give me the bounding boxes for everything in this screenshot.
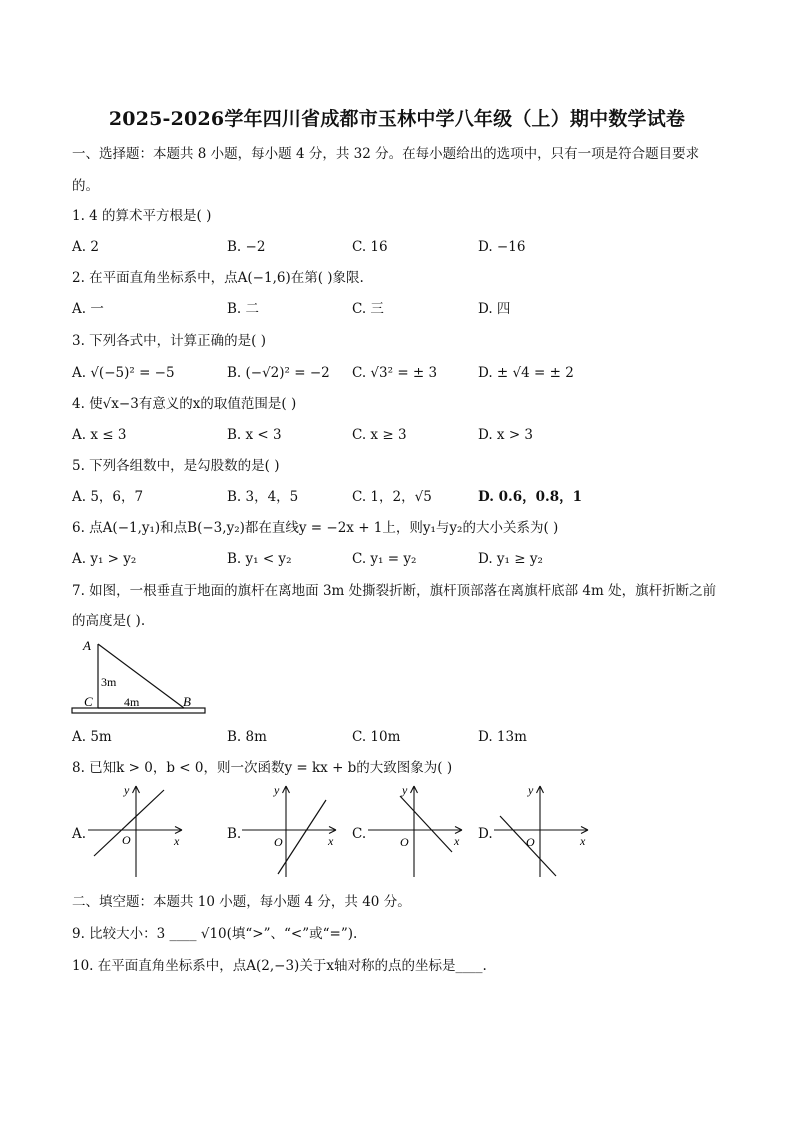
q4-option-c: C. x ≥ 3	[352, 427, 407, 443]
q3-option-a: A. √(−5)² = −5	[72, 365, 175, 381]
label-4m: 4m	[124, 695, 140, 709]
q3-option-c: C. √3² = ± 3	[352, 365, 438, 381]
x-axis-label: x	[580, 834, 586, 848]
q6-option-c: C. y₁ = y₂	[352, 551, 417, 567]
x-axis-label: x	[454, 834, 460, 848]
x-axis-label: x	[174, 834, 180, 848]
question-1-stem: 1. 4 的算术平方根是( )	[72, 208, 212, 224]
q6-option-b: B. y₁ < y₂	[227, 551, 292, 567]
q7-option-d: D. 13m	[478, 729, 527, 745]
q8-graph-b	[240, 782, 342, 880]
q4-option-a: A. x ≤ 3	[72, 427, 127, 443]
y-axis-label: y	[274, 783, 280, 797]
question-4-stem: 4. 使√x−3有意义的x的取值范围是( )	[72, 396, 297, 412]
q5-option-c: C. 1，2，√5	[352, 489, 432, 505]
q7-option-b: B. 8m	[227, 729, 267, 745]
q1-option-b: B. −2	[227, 239, 266, 255]
question-7-stem-cont: 的高度是( ).	[72, 613, 146, 629]
origin-label: O	[274, 835, 283, 849]
label-3m: 3m	[101, 675, 117, 689]
q4-option-b: B. x < 3	[227, 427, 282, 443]
page-title: 2025-2026学年四川省成都市玉林中学八年级（上）期中数学试卷	[108, 108, 686, 130]
origin-label: O	[526, 835, 535, 849]
label-c: C	[84, 694, 93, 709]
y-axis-label: y	[402, 783, 408, 797]
q1-option-d: D. −16	[478, 239, 526, 255]
y-axis-label: y	[124, 783, 130, 797]
origin-label: O	[400, 835, 409, 849]
q5-option-d: D. 0.6，0.8，1	[478, 489, 582, 505]
q8-option-a: A.	[72, 826, 87, 842]
q3-option-d: D. ± √4 = ± 2	[478, 365, 574, 381]
origin-label: O	[122, 833, 131, 847]
q8-option-c: C.	[352, 826, 367, 842]
label-a: A	[83, 638, 91, 653]
question-3-stem: 3. 下列各式中，计算正确的是( )	[72, 333, 266, 349]
line-b	[278, 800, 326, 874]
x-axis-label: x	[328, 834, 334, 848]
q7-option-a: A. 5m	[72, 729, 112, 745]
section1-heading: 一、选择题：本题共 8 小题，每小题 4 分，共 32 分。在每小题给出的选项中，只有一项是符合题目要求	[72, 146, 700, 162]
label-b: B	[183, 694, 191, 709]
q1-option-a: A. 2	[72, 239, 99, 255]
q2-option-b: B. 二	[227, 301, 260, 317]
q2-option-d: D. 四	[478, 301, 511, 317]
q4-option-d: D. x > 3	[478, 427, 534, 443]
q2-option-c: C. 三	[352, 301, 384, 317]
question-8-stem: 8. 已知k > 0，b < 0，则一次函数y = kx + b的大致图象为( )	[72, 760, 453, 776]
question-10-stem: 10. 在平面直角坐标系中，点A(2,−3)关于x轴对称的点的坐标是____.	[72, 958, 487, 974]
q6-option-d: D. y₁ ≥ y₂	[478, 551, 543, 567]
section1-heading-cont: 的。	[72, 178, 99, 194]
q5-option-a: A. 5，6，7	[72, 489, 144, 505]
q2-option-a: A. 一	[72, 301, 104, 317]
y-axis-label: y	[528, 783, 534, 797]
question-6-stem: 6. 点A(−1,y₁)和点B(−3,y₂)都在直线y = −2x + 1上，则y₁与y₂的大小关系为( )	[72, 520, 559, 536]
flagpole-triangle-figure	[70, 636, 210, 720]
q5-option-b: B. 3，4，5	[227, 489, 299, 505]
q3-option-b: B. (−√2)² = −2	[227, 365, 330, 381]
q7-option-c: C. 10m	[352, 729, 401, 745]
q8-graph-d	[492, 782, 594, 880]
question-2-stem: 2. 在平面直角坐标系中，点A(−1,6)在第( )象限.	[72, 270, 364, 286]
question-7-stem: 7. 如图，一根垂直于地面的旗杆在离地面 3m 处撕裂折断，旗杆顶部落在离旗杆底部 4m 处，旗杆折断之前	[72, 583, 717, 599]
question-9-stem: 9. 比较大小：3 ____ √10(填“>”、“<”或“=”).	[72, 926, 358, 942]
section2-heading: 二、填空题：本题共 10 小题，每小题 4 分，共 40 分。	[72, 894, 411, 910]
q8-option-d: D.	[478, 826, 493, 842]
q1-option-c: C. 16	[352, 239, 388, 255]
question-5-stem: 5. 下列各组数中，是勾股数的是( )	[72, 458, 280, 474]
q6-option-a: A. y₁ > y₂	[72, 551, 137, 567]
q8-option-b: B.	[227, 826, 242, 842]
q8-graph-a	[86, 782, 188, 880]
q8-graph-c	[366, 782, 468, 880]
